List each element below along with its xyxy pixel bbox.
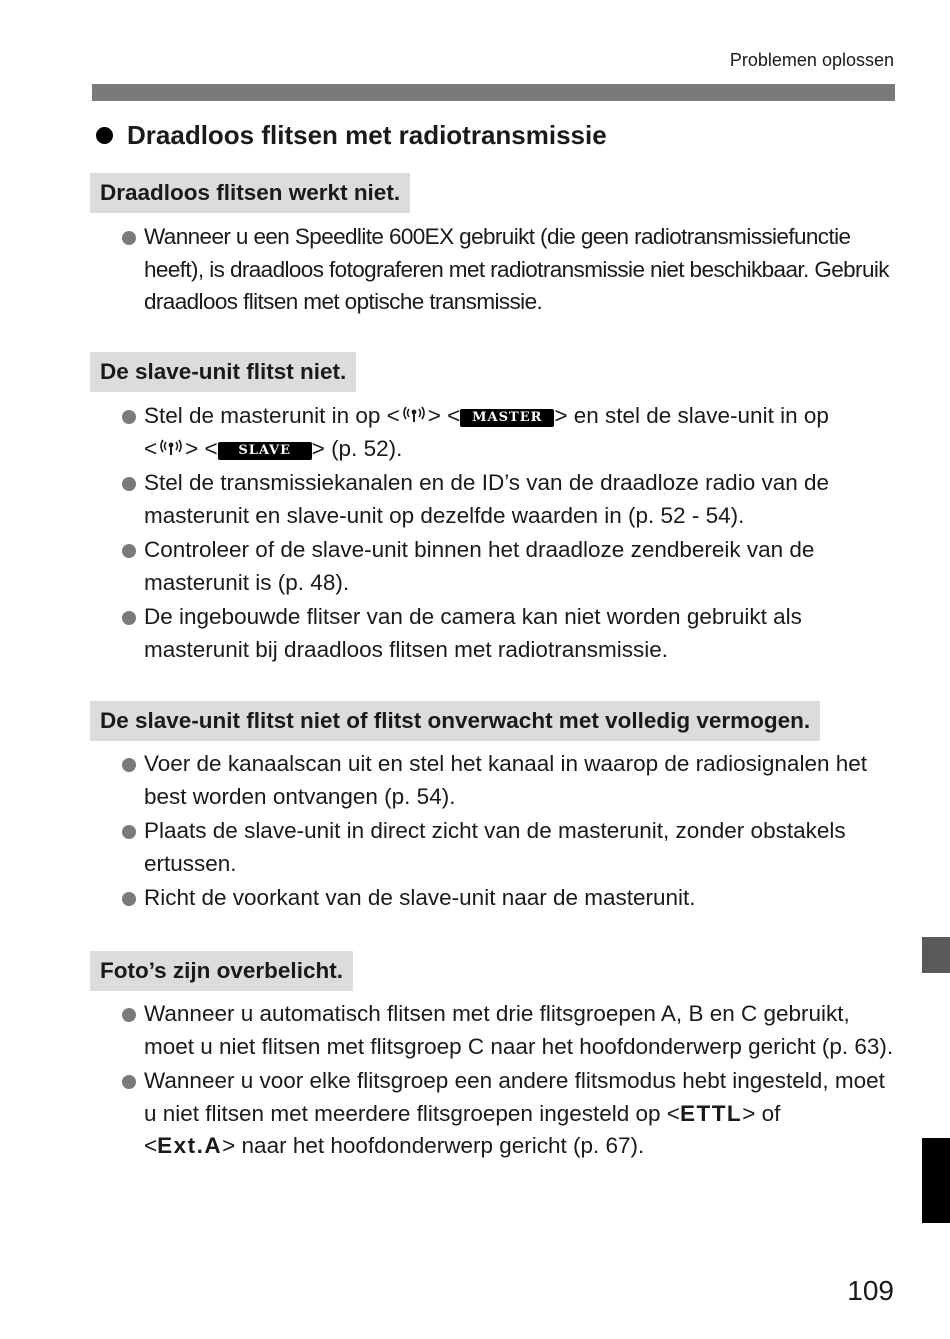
subheading-radio-not-working: Draadloos flitsen werkt niet.	[90, 173, 410, 213]
chapter-tab-marker	[922, 937, 950, 973]
page-number: 109	[847, 1275, 894, 1306]
bullet-icon	[122, 892, 136, 906]
list-item: Plaats de slave-unit in direct zicht van de masterunit, zonder obstakels ertussen.	[120, 815, 895, 880]
section-title	[96, 120, 607, 151]
list-unexpected-full-power	[120, 748, 895, 917]
bullet-icon	[122, 544, 136, 558]
list-item: Wanneer u voor elke flitsgroep een andere flitsmodus hebt ingesteld, moet u niet flitsen met meerdere flitsgroepen ingesteld op <ETTL> of <Ext.A> naar het hoofdonderwerp gericht (p. 67).	[120, 1065, 895, 1163]
bullet-icon	[122, 611, 136, 625]
header-bar	[92, 84, 895, 101]
list-radio-not-working	[120, 221, 895, 321]
bullet-dot-icon	[96, 127, 113, 144]
bullet-icon	[122, 231, 136, 245]
list-overexposed	[120, 998, 895, 1165]
list-item: Voer de kanaalscan uit en stel het kanaal in waarop de radiosignalen het best worden ontvangen (p. 54).	[120, 748, 895, 813]
list-item: Wanneer u automatisch flitsen met drie flitsgroepen A, B en C gebruikt, moet u niet flitsen met flitsgroep C naar het hoofdonderwerp gericht (p. 63).	[120, 998, 895, 1063]
subheading-unexpected-full-power: De slave-unit flitst niet of flitst onverwacht met volledig vermogen.	[90, 701, 820, 741]
list-item: Stel de transmissiekanalen en de ID’s van de draadloze radio van de masterunit en slave-unit op dezelfde waarden in (p. 52 - 54).	[120, 467, 895, 532]
bullet-icon	[122, 758, 136, 772]
radio-transmission-icon	[157, 436, 185, 458]
list-item: Wanneer u een Speedlite 600EX gebruikt (die geen radiotransmissiefunctie heeft), is draadloos fotograferen met radiotransmissie niet beschikbaar. Gebruik draadloos flitsen met optische transmissie.	[120, 221, 895, 319]
list-item: Controleer of de slave-unit binnen het draadloze zendbereik van de masterunit is (p. 48).	[120, 534, 895, 599]
bullet-icon	[122, 1008, 136, 1022]
subheading-overexposed: Foto’s zijn overbelicht.	[90, 951, 353, 991]
slave-badge-icon: SLAVE	[218, 442, 312, 460]
master-badge-icon: MASTER	[460, 409, 554, 427]
running-header: Problemen oplossen	[729, 50, 894, 70]
list-slave-no-fire	[120, 400, 895, 668]
bullet-icon	[122, 410, 136, 424]
list-item: De ingebouwde flitser van de camera kan niet worden gebruikt als masterunit bij draadloos flitsen met radiotransmissie.	[120, 601, 895, 666]
section-title-text: Draadloos flitsen met radiotransmissie	[127, 120, 607, 150]
radio-transmission-icon	[400, 403, 428, 425]
list-item: Stel de masterunit in op < > < MASTER > en stel de slave-unit in op < > < SLAVE > (p. 52).	[120, 400, 895, 465]
bullet-icon	[122, 1075, 136, 1089]
ext-a-mode-label: Ext.A	[157, 1133, 223, 1158]
bullet-icon	[122, 477, 136, 491]
list-item: Richt de voorkant van de slave-unit naar de masterunit.	[120, 882, 895, 915]
subheading-slave-no-fire: De slave-unit flitst niet.	[90, 352, 356, 392]
chapter-tab-current	[922, 1138, 950, 1223]
bullet-icon	[122, 825, 136, 839]
ettl-mode-label: ETTL	[679, 1100, 743, 1126]
